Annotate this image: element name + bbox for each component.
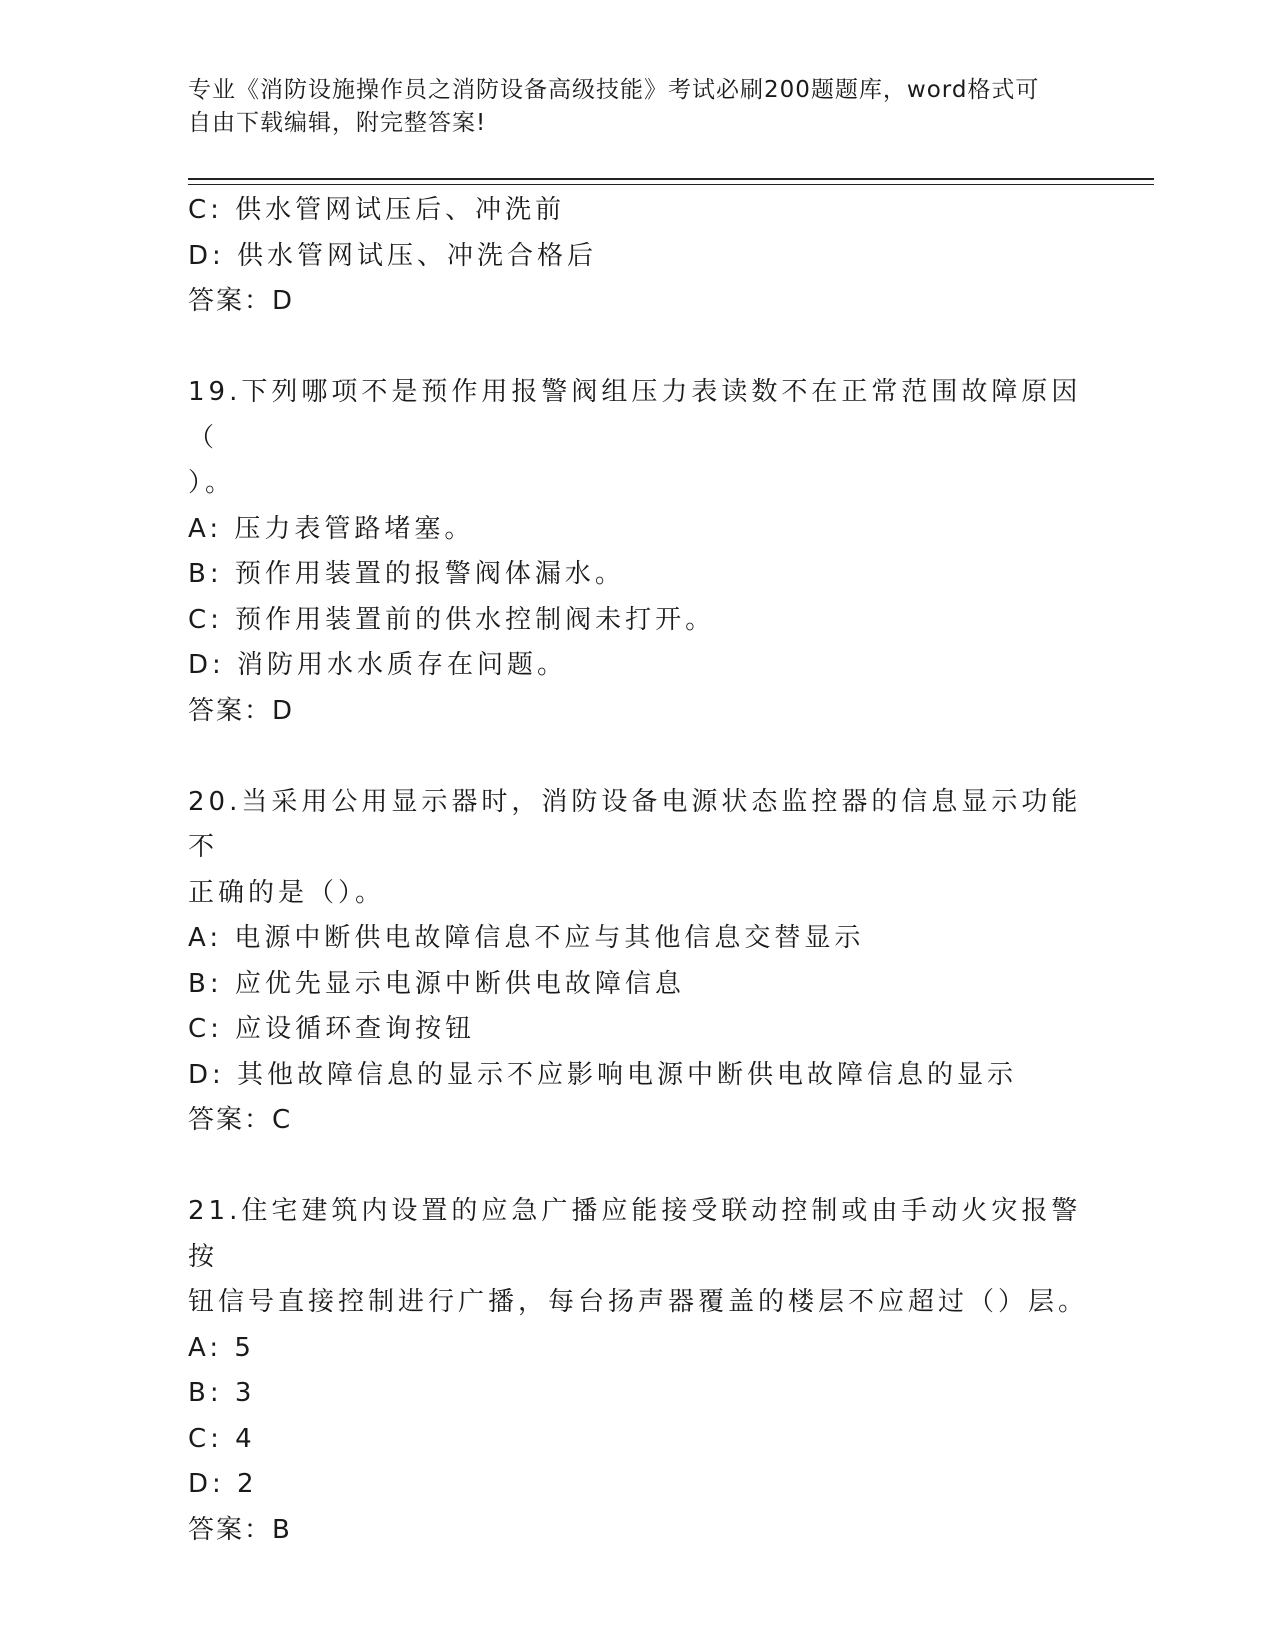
question-stem-line: 20.当采用公用显示器时，消防设备电源状态监控器的信息显示功能不 — [188, 786, 1082, 862]
answer-line: 答案：D — [188, 286, 295, 316]
question-stem-line: 正确的是（）。 — [188, 877, 386, 908]
option-a: A: 压力表管路堵塞。 — [188, 513, 475, 544]
previous-question-tail — [188, 188, 1088, 325]
spacer — [188, 734, 1088, 780]
header-line-1: 专业《消防设施操作员之消防设备高级技能》考试必刷200题题库，word格式可 — [188, 77, 1040, 103]
spacer — [188, 1144, 1088, 1190]
option-b: B: 应优先显示电源中断供电故障信息 — [188, 968, 685, 999]
option-b: B: 预作用装置的报警阀体漏水。 — [188, 559, 625, 589]
option-a: A: 电源中断供电故障信息不应与其他信息交替显示 — [188, 923, 865, 953]
option-c: C: 预作用装置前的供水控制阀未打开。 — [188, 604, 716, 635]
question-stem-line: ）。 — [188, 468, 236, 498]
answer-line: 答案：B — [188, 1514, 292, 1545]
option-b: B: 3 — [188, 1378, 256, 1408]
option-c: C: 应设循环查询按钮 — [188, 1014, 476, 1044]
header-line-2: 自由下载编辑，附完整答案! — [188, 110, 487, 136]
option-c: C: 4 — [188, 1423, 256, 1454]
option-d: D: 2 — [188, 1469, 258, 1499]
option-c: C: 供水管网试压后、冲洗前 — [188, 195, 566, 225]
option-d: D: 供水管网试压、冲洗合格后 — [188, 240, 598, 271]
question-stem-line: 21.住宅建筑内设置的应急广播应能接受联动控制或由手动火灾报警按 — [188, 1196, 1082, 1272]
option-d: D: 其他故障信息的显示不应影响电源中断供电故障信息的显示 — [188, 1059, 1018, 1090]
question-stem-line: 钮信号直接控制进行广播，每台扬声器覆盖的楼层不应超过（）层。 — [188, 1287, 1089, 1317]
option-d: D: 消防用水水质存在问题。 — [188, 650, 568, 680]
answer-line: 答案：C — [188, 1105, 293, 1135]
document-header — [188, 74, 1068, 140]
document-body — [188, 188, 1088, 1553]
answer-line: 答案：D — [188, 695, 295, 726]
header-divider-thick — [188, 178, 1154, 180]
spacer — [188, 325, 1088, 371]
question-stem-line: 19.下列哪项不是预作用报警阀组压力表读数不在正常范围故障原因（ — [188, 377, 1082, 453]
question-19 — [188, 370, 1088, 734]
option-a: A: 5 — [188, 1332, 255, 1363]
question-20 — [188, 780, 1088, 1144]
header-divider-thin — [188, 184, 1154, 185]
question-21 — [188, 1189, 1088, 1553]
